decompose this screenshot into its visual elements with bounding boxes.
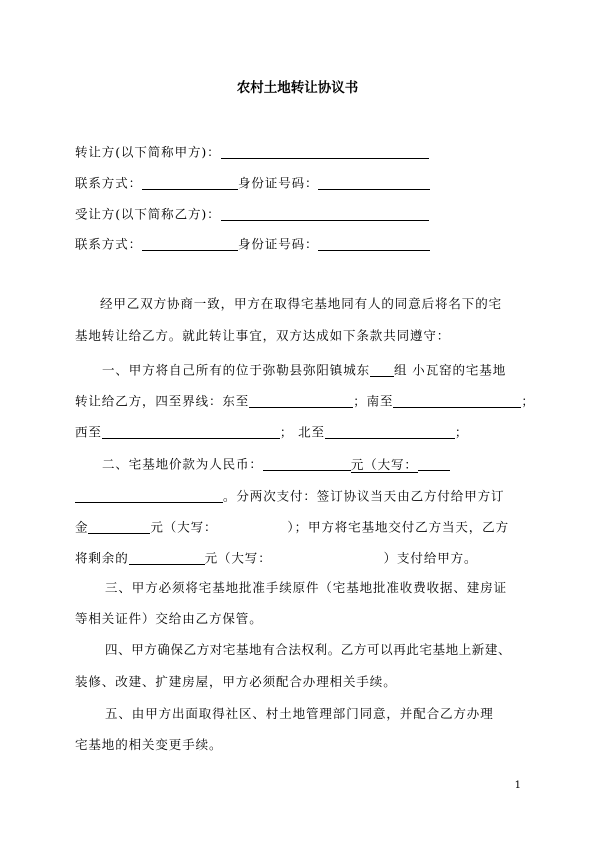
- price-label: 二、宅基地价款为人民币：: [102, 456, 263, 472]
- clause2-line-3: [75, 519, 509, 534]
- intro-line-1: 经甲乙双方协商一致，甲方在取得宅基地同有人的同意后将名下的宅: [100, 296, 503, 311]
- contact1-line: [75, 175, 430, 190]
- transferee-label: 受让方(以下简称乙方)：: [75, 206, 221, 222]
- contact2-blank: [142, 236, 238, 251]
- remaining-capital-label: 元（大写：: [204, 550, 272, 566]
- deposit-blank: [88, 519, 150, 534]
- id2-label: 身份证号码：: [238, 236, 319, 252]
- transferor-blank: [221, 144, 429, 159]
- clause1-line-2: [75, 393, 535, 408]
- south-boundary-blank: [393, 393, 521, 408]
- contact2-line: [75, 236, 430, 251]
- transferee-line: [75, 206, 429, 221]
- contact2-label: 联系方式：: [75, 236, 143, 252]
- transferee-blank: [221, 206, 429, 221]
- id1-blank: [318, 175, 430, 190]
- west-boundary-label: 西至: [75, 424, 102, 440]
- id1-label: 身份证号码：: [238, 175, 319, 191]
- transferor-line: [75, 144, 429, 159]
- price-capital-blank: [418, 456, 450, 471]
- clause2-line-4: [75, 550, 477, 565]
- price-capital-label: 元（大写：: [350, 456, 418, 472]
- north-boundary-blank: [325, 424, 455, 439]
- deposit-label: 金: [75, 519, 89, 535]
- clause3-line-1: 三、甲方必须将宅基地批准手续原件（宅基地批准收费收据、建房证: [105, 580, 508, 595]
- clause1-line-1: [102, 362, 506, 377]
- clause1-text-a: 一、甲方将自己所有的位于弥勒县弥阳镇城东: [102, 362, 371, 378]
- south-boundary-label: ；南至: [353, 393, 394, 409]
- clause4-line-1: 四、甲方确保乙方对宅基地有合法权利。乙方可以再此宅基地上新建、: [105, 642, 512, 657]
- east-boundary-label: 转让给乙方，四至界线：东至: [75, 393, 250, 409]
- page-number: 1: [514, 780, 521, 791]
- contact1-label: 联系方式：: [75, 175, 143, 191]
- contact1-blank: [142, 175, 238, 190]
- payment-terms-text: 。分两次支付：签订协议当天由乙方付给甲方订: [223, 488, 505, 504]
- clause1-semicolon-2: ；: [454, 424, 469, 440]
- price-blank: [263, 456, 351, 471]
- clause2-text-c: ）；甲方将宅基地交付乙方当天，乙方: [287, 519, 509, 535]
- east-boundary-blank: [249, 393, 353, 408]
- price-capital-blank-cont: [75, 488, 223, 503]
- clause5-line-2: 宅基地的相关变更手续。: [75, 737, 223, 752]
- clause1-semicolon-1: ；: [521, 393, 535, 409]
- document-title: 农村土地转让协议书: [236, 80, 359, 96]
- clause2-text-d: ）支付给甲方。: [383, 550, 478, 566]
- west-boundary-blank: [102, 424, 280, 439]
- id2-blank: [318, 236, 430, 251]
- clause4-line-2: 装修、改建、扩建房屋，甲方必须配合办理相关手续。: [75, 674, 397, 689]
- clause3-line-2: 等相关证件）交给由乙方保管。: [75, 611, 263, 626]
- intro-line-2: 基地转让给乙方。就此转让事宜，双方达成如下条款共同遵守：: [75, 328, 451, 343]
- north-boundary-label: ； 北至: [279, 424, 325, 440]
- deposit-capital-label: 元（大写：: [150, 519, 218, 535]
- remaining-blank: [129, 550, 205, 565]
- transferor-label: 转让方(以下简称甲方)：: [75, 144, 221, 160]
- clause1-text-b: 组 小瓦窑的宅基地: [394, 362, 507, 378]
- clause5-line-1: 五、由甲方出面取得社区、村土地管理部门同意，并配合乙方办理: [105, 706, 494, 721]
- clause2-line-1: [102, 456, 450, 471]
- group-blank: [370, 362, 394, 377]
- clause2-line-2: [75, 488, 504, 503]
- remaining-label: 将剩余的: [75, 550, 129, 566]
- clause1-line-3: [75, 424, 468, 439]
